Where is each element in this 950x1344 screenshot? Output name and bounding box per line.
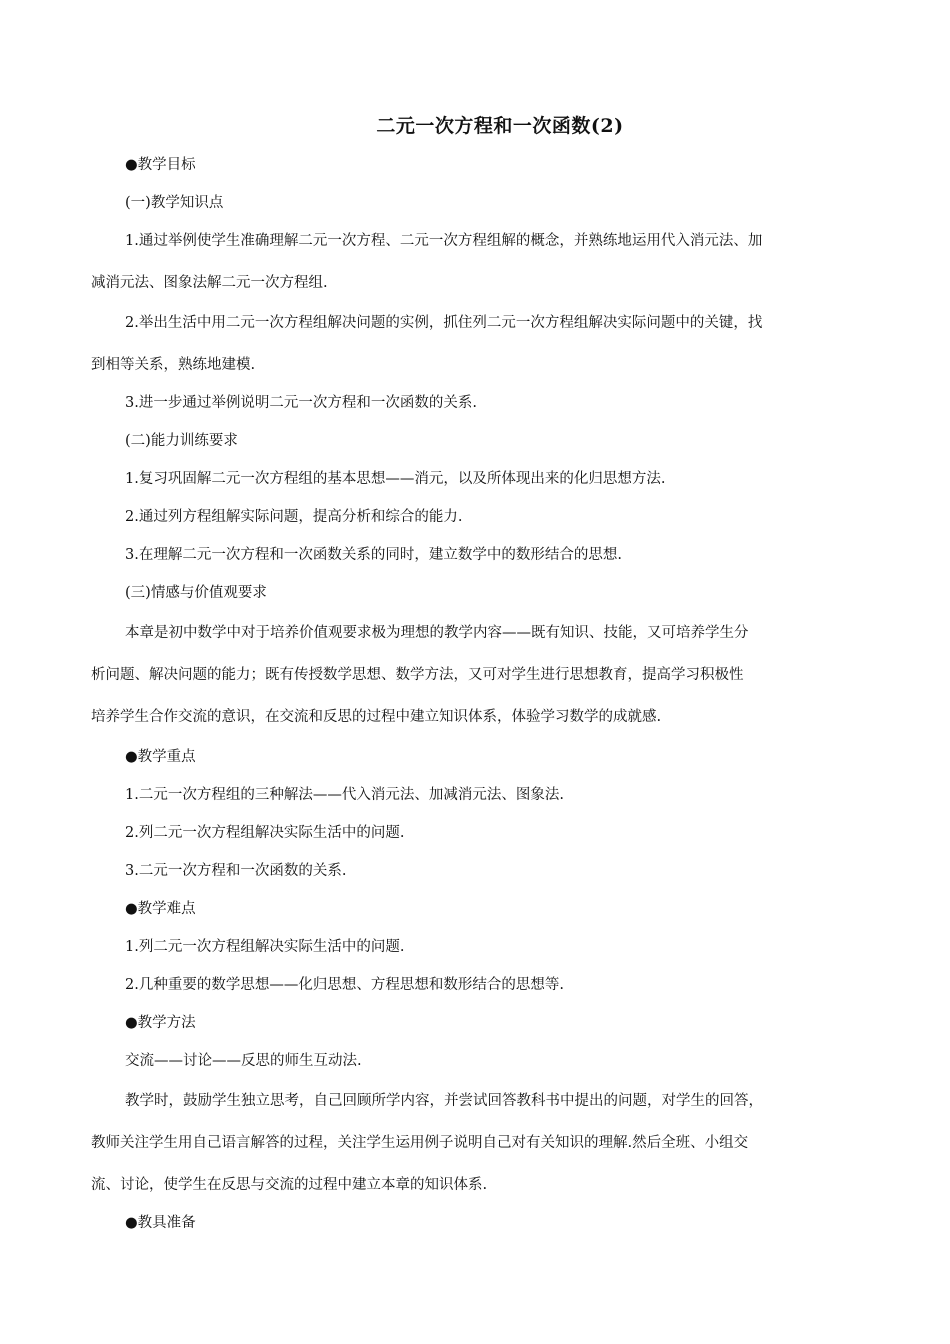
subheading-ability-training: (二)能力训练要求 xyxy=(125,433,238,449)
heading-teaching-methods: ●教学方法 xyxy=(125,1015,196,1031)
subheading-knowledge-points: (一)教学知识点 xyxy=(125,195,224,211)
heading-teaching-goals: ●教学目标 xyxy=(125,157,196,173)
paragraph-line: 3.进一步通过举例说明二元一次方程和一次函数的关系. xyxy=(125,395,477,411)
paragraph-line: 1.通过举例使学生准确理解二元一次方程、二元一次方程组解的概念，并熟练地运用代入消元法、加 xyxy=(125,233,763,249)
heading-teaching-focus: ●教学重点 xyxy=(125,749,196,765)
paragraph-line: 教师关注学生用自己语言解答的过程，关注学生运用例子说明自己对有关知识的理解.然后全班、小组交 xyxy=(91,1135,749,1151)
paragraph-line: 2.通过列方程组解实际问题，提高分析和综合的能力. xyxy=(125,509,463,525)
paragraph-line: 1.复习巩固解二元一次方程组的基本思想——消元，以及所体现出来的化归思想方法. xyxy=(125,471,666,487)
paragraph-line: 到相等关系，熟练地建模. xyxy=(91,357,256,373)
paragraph-line: 减消元法、图象法解二元一次方程组. xyxy=(91,275,328,291)
paragraph-line: 流、讨论，使学生在反思与交流的过程中建立本章的知识体系. xyxy=(91,1177,488,1193)
paragraph-line: 3.二元一次方程和一次函数的关系. xyxy=(125,863,347,879)
paragraph-line: 3.在理解二元一次方程和一次函数关系的同时，建立数学中的数形结合的思想. xyxy=(125,547,622,563)
paragraph-line: 1.列二元一次方程组解决实际生活中的问题. xyxy=(125,939,405,955)
heading-teaching-aids: ●教具准备 xyxy=(125,1215,196,1231)
paragraph-line: 析问题、解决问题的能力；既有传授数学思想、数学方法，又可对学生进行思想教育，提高学习积极性 xyxy=(91,667,744,683)
paragraph-line: 1.二元一次方程组的三种解法——代入消元法、加减消元法、图象法. xyxy=(125,787,564,803)
paragraph-line: 培养学生合作交流的意识，在交流和反思的过程中建立知识体系，体验学习数学的成就感. xyxy=(91,709,662,725)
paragraph-line: 2.列二元一次方程组解决实际生活中的问题. xyxy=(125,825,405,841)
subheading-emotion-values: (三)情感与价值观要求 xyxy=(125,585,267,601)
paragraph-line: 教学时，鼓励学生独立思考，自己回顾所学内容，并尝试回答教科书中提出的问题，对学生的回答， xyxy=(125,1093,763,1109)
paragraph-line: 2.举出生活中用二元一次方程组解决问题的实例，抓住列二元一次方程组解决实际问题中的关键，找 xyxy=(125,315,763,331)
document-title: 二元一次方程和一次函数(2) xyxy=(376,115,624,137)
heading-teaching-difficulties: ●教学难点 xyxy=(125,901,196,917)
paragraph-line: 本章是初中数学中对于培养价值观要求极为理想的教学内容——既有知识、技能，又可培养学生分 xyxy=(125,625,749,641)
paragraph-line: 2.几种重要的数学思想——化归思想、方程思想和数形结合的思想等. xyxy=(125,977,564,993)
paragraph-line: 交流——讨论——反思的师生互动法. xyxy=(125,1053,362,1069)
